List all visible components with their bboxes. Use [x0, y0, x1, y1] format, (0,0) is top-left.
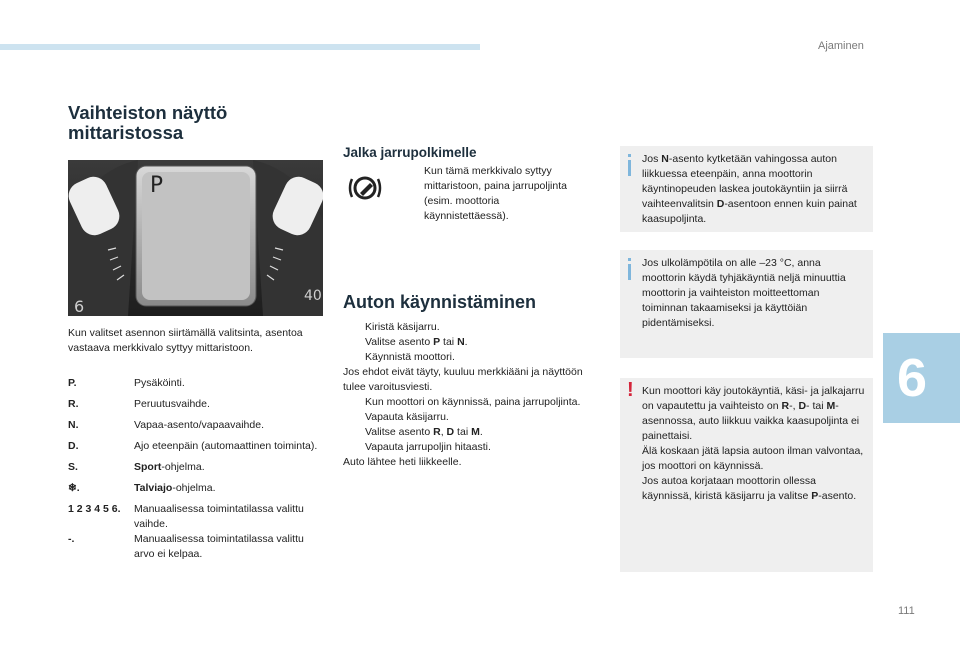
gear-row-n: N. Vapaa-asento/vapaavaihde. [68, 419, 264, 431]
svg-text:40: 40 [304, 288, 322, 304]
info-note-cold: Jos ulkolämpötila on alle –23 °C, anna moottorin käydä tyhjäkäyntiä neljä minuuttia moottorin ja vaihteiston moitteettoman toiminnan takaamiseksi ja käyttöiän pidentämiseksi. [620, 250, 873, 358]
svg-text:P: P [150, 173, 164, 198]
warning-note: ! Kun moottori käy joutokäyntiä, käsi- ja jalkajarru on vapautettu ja vaihteisto on R-, D- tai M-asennossa, auto liikkuu vaikka kaasupoljinta ei painettaisi. Älä koskaan jätä lapsia autoon ilman valvontaa, jos moottori on käynnissä. Jos autoa korjataan moottorin ollessa käynnissä, kiristä käsijarru ja valitse P-asento. [620, 378, 873, 572]
page-number: 111 [898, 605, 915, 617]
list-item: Vapauta käsijarru. [365, 411, 449, 423]
list-item: Vapauta jarrupoljin hitaasti. [365, 441, 491, 453]
list-item: Käynnistä moottori. [365, 351, 455, 363]
gear-indicator-list [68, 376, 318, 568]
gear-row-s: S. Sport-ohjelma. [68, 461, 205, 473]
brake-instruction: Kun tämä merkkivalo syttyy mittaristoon, paina jarrupoljinta (esim. moottoria käynnistettäessä). [424, 165, 567, 222]
chapter-tab: 6 [883, 333, 960, 423]
start-section-title: Auton käynnistäminen [343, 292, 537, 312]
instrument-cluster-image [68, 160, 323, 316]
info-icon [626, 258, 630, 282]
list-item: Kiristä käsijarru. [365, 321, 440, 333]
gear-row-manual: 1 2 3 4 5 6. Manuaalisessa toimintatilassa valittu vaihde. [68, 503, 304, 530]
svg-text:6: 6 [74, 297, 85, 316]
gear-row-p: P. Pysäköinti. [68, 377, 185, 389]
header-bar [0, 44, 480, 50]
page-title: Vaihteiston näyttö mittaristossa [68, 102, 228, 143]
section-title: Ajaminen [818, 40, 864, 52]
info-note-neutral: Jos N-asento kytketään vahingossa auton liikkuessa eteenpäin, anna moottorin käyntinopeuden laskea joutokäyntiin ja siirrä vaihteenvalitsin D-asentoon ennen kuin painat kaasupoljinta. [620, 146, 873, 232]
brake-section-title: Jalka jarrupolkimelle [343, 145, 477, 160]
gear-row-r: R. Peruutusvaihde. [68, 398, 210, 410]
snowflake-icon: ❄. [68, 482, 80, 494]
brake-pedal-icon [347, 172, 383, 204]
cluster-caption: Kun valitset asennon siirtämällä valitsinta, asentoa vastaava merkkivalo syttyy mittaristoon. [68, 327, 303, 354]
info-icon [626, 154, 630, 178]
warning-icon: ! [627, 379, 634, 401]
instrument-cluster-drawing [68, 160, 323, 316]
list-item: Valitse asento P tai N. [365, 336, 468, 348]
gear-row-invalid: -. Manuaalisessa toimintatilassa valittu arvo ei kelpaa. [68, 533, 304, 560]
gear-row-snow: ❄. Talviajo-ohjelma. [68, 482, 216, 494]
paragraph: Auto lähtee heti liikkeelle. [343, 456, 462, 468]
gear-row-d: D. Ajo eteenpäin (automaattinen toiminta). [68, 440, 318, 452]
paragraph: Jos ehdot eivät täyty, kuuluu merkkiääni ja näyttöön tulee varoitusviesti. [343, 366, 583, 393]
list-item: Valitse asento R, D tai M. [365, 426, 483, 438]
list-item: Kun moottori on käynnissä, paina jarrupoljinta. [365, 396, 581, 408]
start-steps [343, 320, 583, 470]
